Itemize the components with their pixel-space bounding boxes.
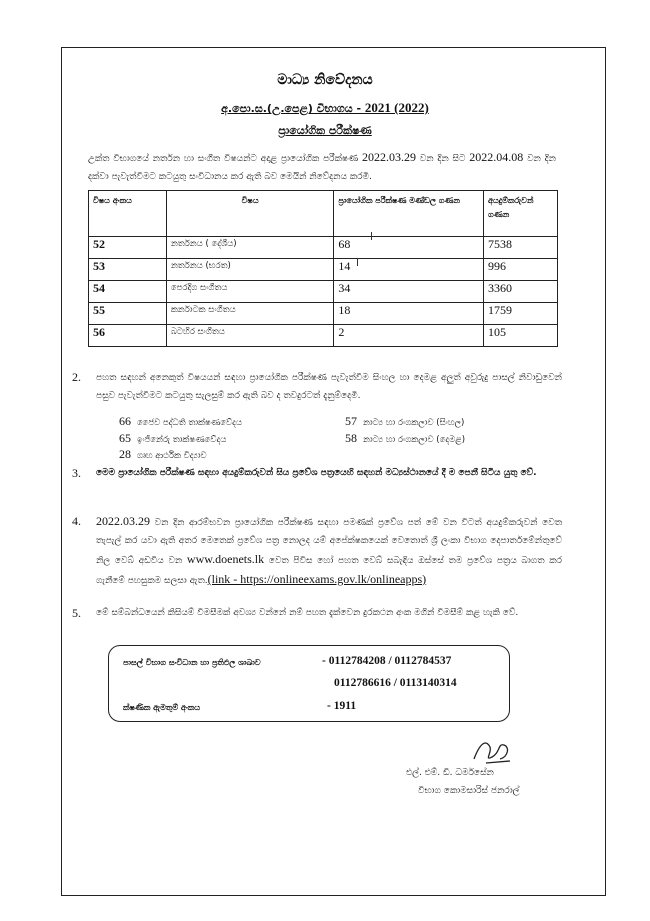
row-code: 54 xyxy=(89,281,167,303)
section-3-number: 3. xyxy=(72,466,81,480)
row-code: 53 xyxy=(89,259,167,281)
row-boards: 14 xyxy=(334,259,484,281)
header-subject: විෂය xyxy=(166,191,334,237)
subject-item xyxy=(119,414,242,429)
row-code: 56 xyxy=(89,325,167,347)
subject-item-name: නාට්‍ය හා රංගකලාව (දෙමළ) xyxy=(363,435,466,445)
website-link[interactable]: www.doenets.lk xyxy=(186,552,265,566)
section-3-text: මෙම ප්‍රායෝගික පරීක්ෂණ සඳහා අයදුම්කරුවන් සිය ප්‍රවේශ පත්‍රයෙහි සඳහන් මධ්‍යස්ථානයේ දී ම පෙනී සිටිය යුතු වේ. xyxy=(96,468,537,478)
exam-title-text: අ.පො.ස.(උ.පෙළ) විභාගය - xyxy=(221,102,365,115)
section-2-number: 2. xyxy=(72,370,81,384)
section-2-text: පහත සඳහන් අනෙකුත් විෂයයන් සඳහා ප්‍රායෝගික පරීක්ෂණ පැවැත්වීම සිංහල හා දෙමළ අලුත් අවුරුදු පාසල් නිවාඩුවෙන් පසුව පැවැත්වීමට කටයුතු සැලසුම් කර ඇති බව ද තවදුරටත් දැනුම්දෙමි. xyxy=(96,373,562,401)
subject-item xyxy=(119,431,226,446)
subject-item-name: ඉංජිනේරු තාක්ෂණවේදය xyxy=(137,435,227,445)
subject-item-code: 57 xyxy=(345,414,357,428)
intro-date-to: 2022.04.08 xyxy=(469,150,524,164)
row-subject: කර්නාටක සංගීතය xyxy=(166,303,334,325)
table-row xyxy=(89,325,558,347)
subject-item xyxy=(345,414,464,429)
contact-label-hotline: ක්ෂණික ඇමතුම් අංකය xyxy=(123,703,201,712)
row-boards: 18 xyxy=(334,303,484,325)
section-5-number: 5. xyxy=(72,606,81,620)
section-5-text: මේ සම්බන්ධයෙන් කිසියම් විමසීමක් අවශ්‍ය වන්නේ නම් පහත දැක්වෙන දුරකථන අංක මගින් විමසීම් කළ හැකි වේ. xyxy=(96,608,519,618)
page-title: මාධ්‍ය නිවේදනය xyxy=(277,72,373,88)
subject-item-name: ගෘහ ආර්ථික විද්‍යාව xyxy=(137,451,207,461)
table-row xyxy=(89,259,558,281)
row-subject: නර්තනය (භරත) xyxy=(166,259,334,281)
row-subject: පෙරදිග සංගීතය xyxy=(166,281,334,303)
header-subject-code: විෂය අංකය xyxy=(89,191,167,237)
intro-text-b: වන දින සිට xyxy=(415,154,470,164)
exam-title xyxy=(0,100,650,116)
intro-date-from: 2022.03.29 xyxy=(361,150,416,164)
subject-item-code: 65 xyxy=(119,431,131,445)
row-subject: බටහිර සංගීතය xyxy=(166,325,334,347)
subject-item-code: 58 xyxy=(345,431,357,445)
row-candidates: 105 xyxy=(484,325,558,347)
section-subhead: ප්‍රායෝගික පරීක්ෂණ xyxy=(278,124,372,137)
table-row xyxy=(89,303,558,325)
header-boards: ප්‍රායෝගික පරීක්ෂණ මණ්ඩල ගණන xyxy=(334,191,484,237)
section-4-text-b: වෙත පිවිස හෝ පහත වෙබ් සබැඳිය ඔස්සේ තම ප්‍රවේශ පත්‍රය බාගත කර ගැනීමේ පහසුකම සලසා ඇත. xyxy=(96,556,562,586)
contact-numbers-branch: - 0112784208 / 0112784537 xyxy=(322,655,452,667)
intro-paragraph xyxy=(88,148,556,186)
section-4-text-a: වන දින ආරම්භවන ප්‍රායෝගික පරීක්ෂණ සඳහා පමණක් ප්‍රවේශ පත් මේ වන විටත් අයදුම්කරුවන් වෙත තැපැල් කර යවා ඇති අතර මෙතෙක් ප්‍රවේශ පත්‍ර නොලද යම් අපේක්ෂකයෙක් වෙතොත් ශ්‍රී ලංකා විභාග දෙපාර්තමේන්තුවේ නිල වෙබ් අඩවිය වන xyxy=(96,518,562,566)
contact-numbers-hotline: - 1911 xyxy=(327,700,357,712)
row-code: 55 xyxy=(89,303,167,325)
subjects-table xyxy=(88,190,558,347)
table-row xyxy=(89,281,558,303)
header-candidates: අයදුම්කරුවන් ගණන xyxy=(484,191,558,237)
row-code: 52 xyxy=(89,237,167,259)
scan-mark xyxy=(357,258,358,266)
intro-text-c: වන දින දක්වා පැවැත්වීමට කටයුතු සංවිධානය කර ඇති බව මෙයින් නිවේදනය කරමි. xyxy=(88,154,556,182)
section-4-date: 2022.03.29 xyxy=(96,514,150,528)
row-candidates: 1759 xyxy=(484,303,558,325)
subject-item xyxy=(119,447,207,462)
section-4-number: 4. xyxy=(72,514,81,528)
row-candidates: 7538 xyxy=(484,237,558,259)
subject-item-code: 28 xyxy=(119,447,131,461)
row-candidates: 3360 xyxy=(484,281,558,303)
subject-item-name: ජෛව පද්ධති තාක්ෂණවේදය xyxy=(137,418,243,428)
signatory-title: විභාග කොමසාරිස් ජනරාල් xyxy=(418,786,520,796)
table-header-row xyxy=(89,191,558,237)
row-boards: 2 xyxy=(334,325,484,347)
online-apps-link[interactable]: (link - https://onlineexams.gov.lk/onlineapps) xyxy=(207,572,427,586)
subject-item xyxy=(345,431,465,446)
row-boards: 68 xyxy=(334,237,484,259)
row-boards: 34 xyxy=(334,281,484,303)
intro-text-a: උක්ත විභාගයේ නර්තන හා සංගීත විෂයන්ට අදාළ ප්‍රායෝගික පරීක්ෂණ xyxy=(88,154,362,164)
signature xyxy=(470,735,514,767)
exam-year: 2021 (2022) xyxy=(364,100,429,115)
subject-item-name: නාට්‍ය හා රංගකලාව (සිංහල) xyxy=(363,418,465,428)
subject-item-code: 66 xyxy=(119,414,131,428)
contact-label-branch: පාසල් විභාග සංවිධාන හා ප්‍රතිඵල ශාඛාව xyxy=(123,658,261,667)
scan-mark xyxy=(371,232,372,240)
contact-box xyxy=(108,645,510,722)
signatory-name: එල්. එම්. ඩී. ධර්මසේන xyxy=(406,768,494,778)
contact-numbers-branch-2: 0112786616 / 0113140314 xyxy=(334,677,457,689)
row-subject: නර්තනය ( දේශීය) xyxy=(166,237,334,259)
section-4-text xyxy=(96,512,562,590)
table-row xyxy=(89,237,558,259)
row-candidates: 996 xyxy=(484,259,558,281)
